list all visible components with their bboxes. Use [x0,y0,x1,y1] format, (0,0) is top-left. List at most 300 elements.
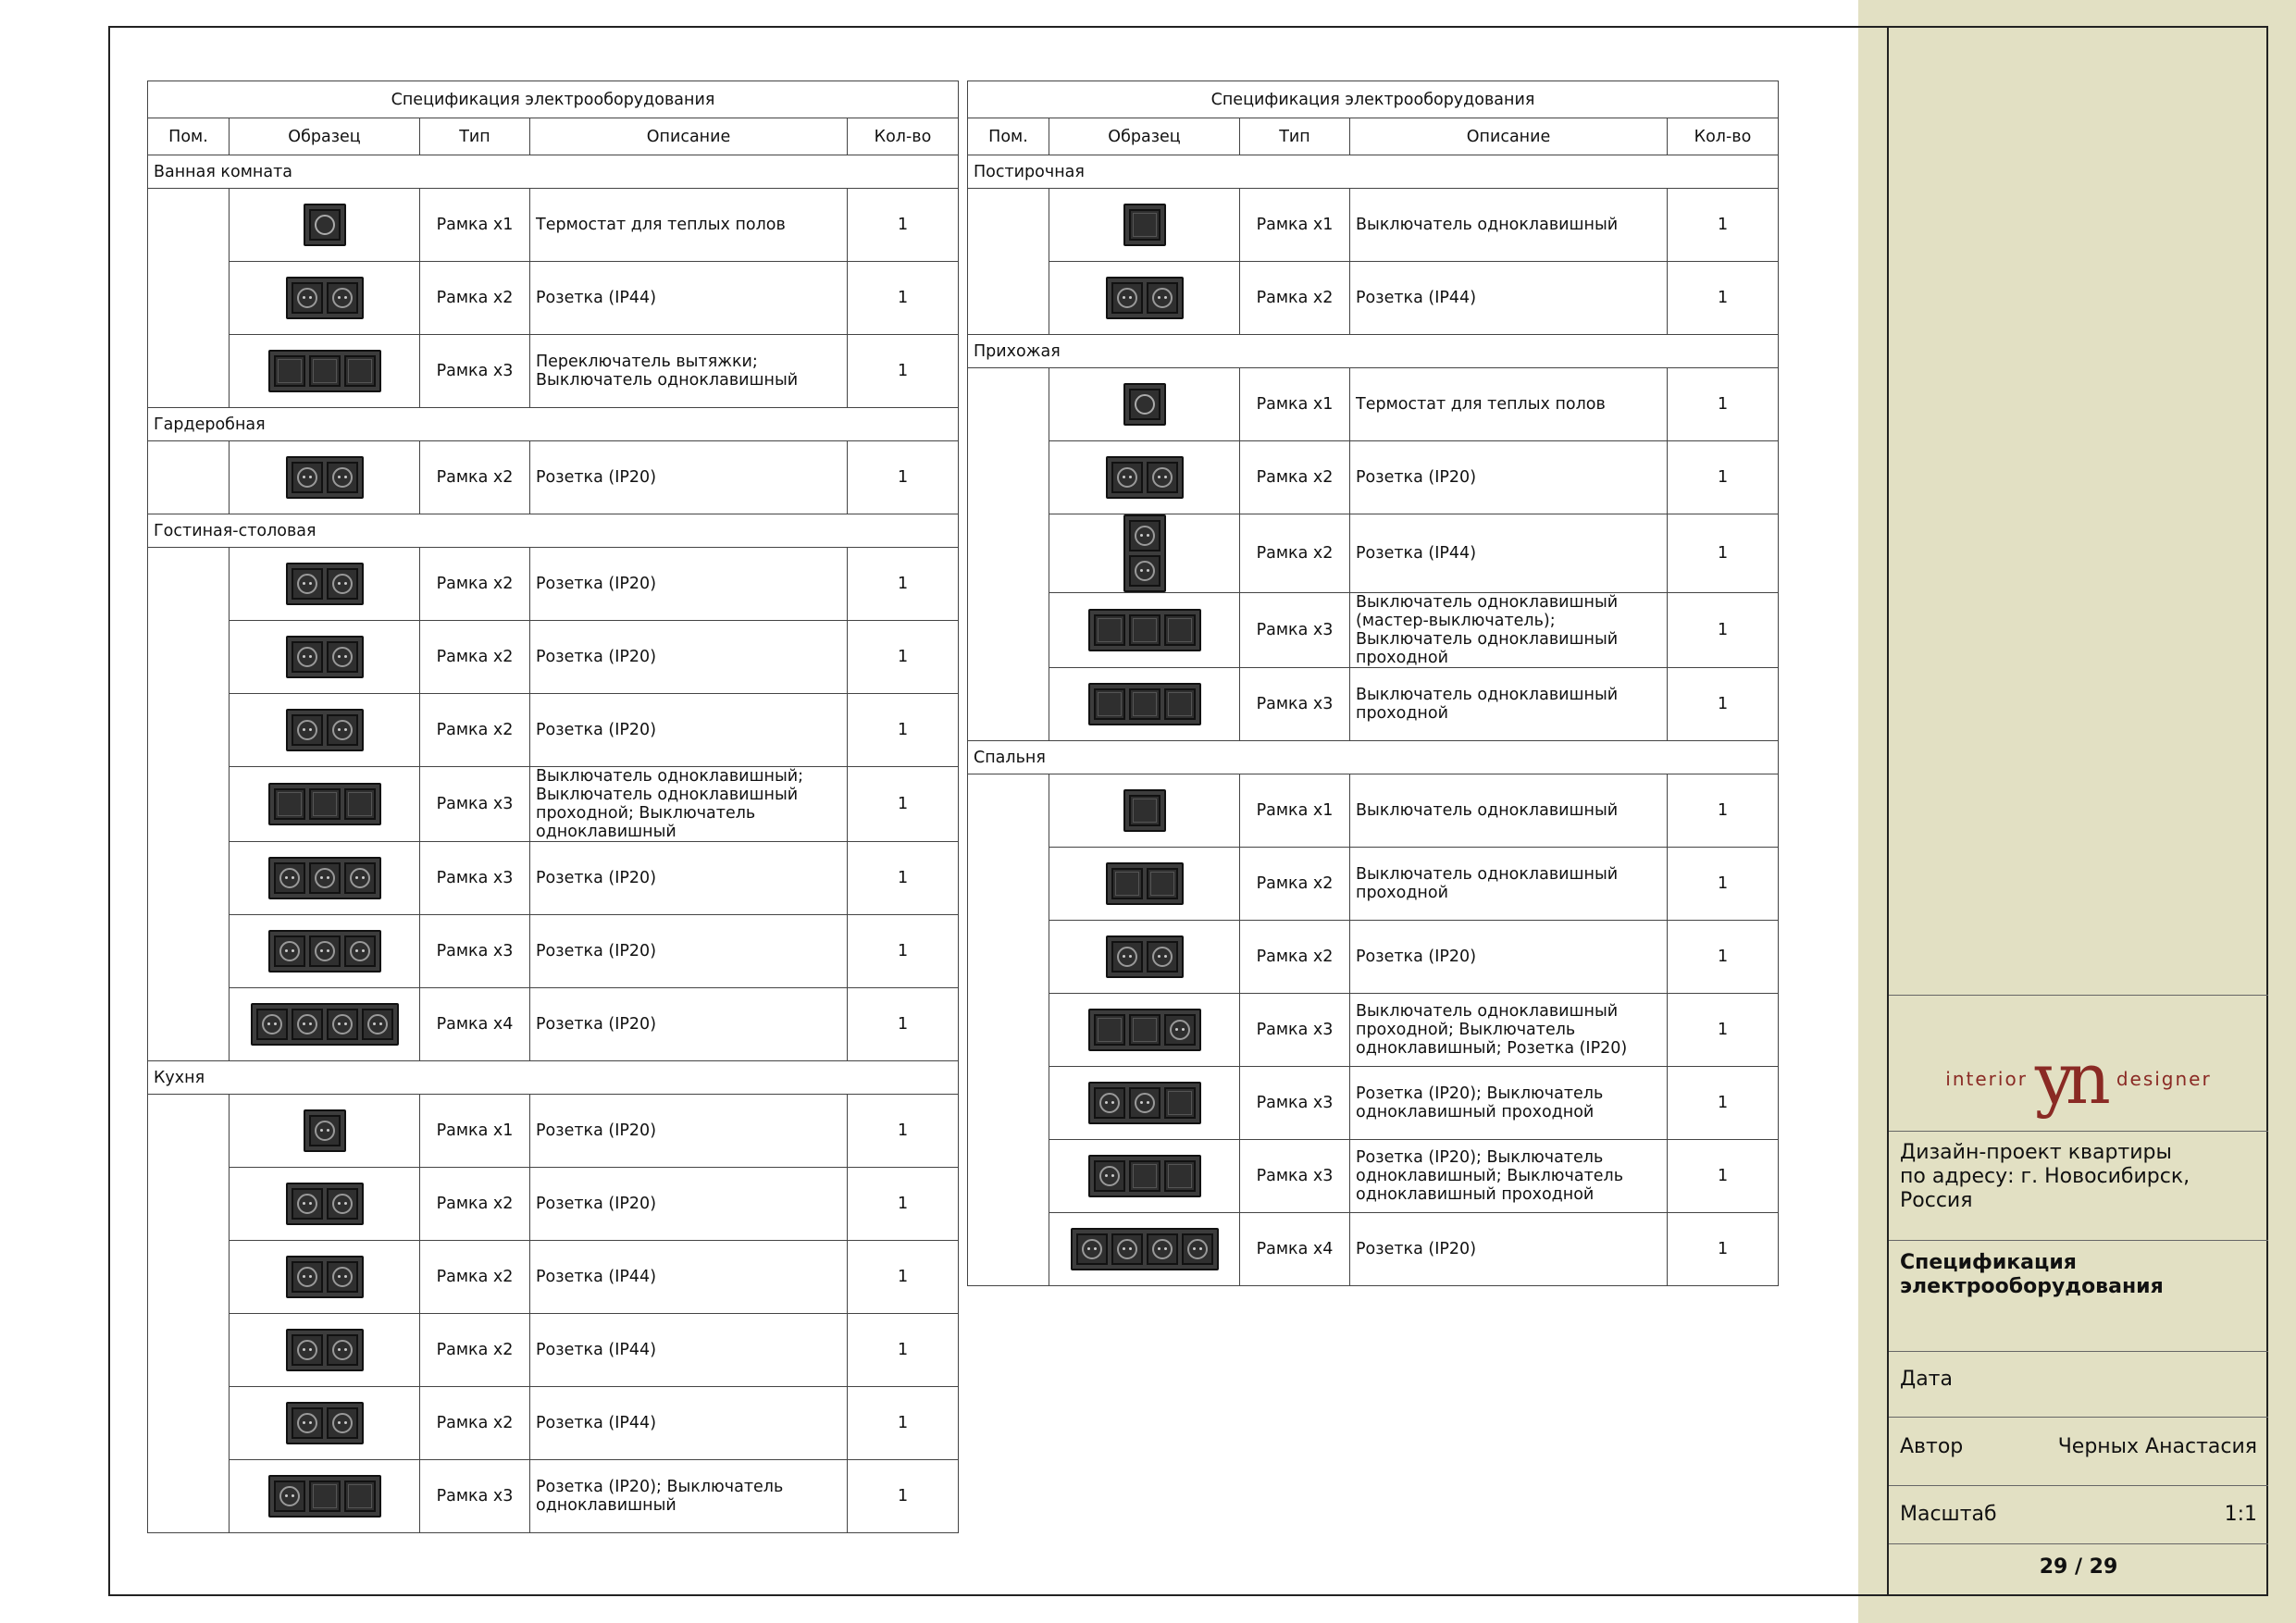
socket-module [1164,1014,1196,1046]
socket-icon [297,1267,317,1287]
divider [1889,1485,2268,1486]
table-row [148,842,959,915]
socket-icon [1082,1239,1102,1259]
description-cell: Розетка (IP44) [1350,262,1668,335]
room-name: Гардеробная [148,408,959,441]
sample-cell [1049,994,1240,1067]
divider [1889,1351,2268,1352]
quantity-cell: 1 [848,1460,959,1533]
sample-cell [230,767,420,842]
socket-icon [1152,1239,1173,1259]
table-row [968,514,1779,593]
sample-cell [1049,774,1240,848]
room-row [148,514,959,548]
socket-module [292,714,323,746]
thermostat-module [309,209,341,241]
socket-module [274,935,305,967]
quantity-cell: 1 [848,548,959,621]
table-row [968,668,1779,741]
quantity-cell: 1 [1668,1067,1779,1140]
socket-module [1094,1160,1125,1192]
description-cell: Розетка (IP20); Выключатель одноклавишный; Выключатель одноклавишный проходной [1350,1140,1668,1213]
quantity-cell: 1 [848,189,959,262]
switch-module [344,788,376,820]
socket-icon [332,1340,353,1360]
switch-icon [1150,872,1174,896]
table-row [148,189,959,262]
switch-icon [1133,1164,1157,1188]
description-cell: Выключатель одноклавишный (мастер-выключатель); Выключатель одноклавишный проходной [1350,593,1668,668]
switch-icon [1098,692,1122,716]
quantity-cell: 1 [848,262,959,335]
socket-module [327,1334,358,1366]
sample-cell [1049,189,1240,262]
date-label: Дата [1900,1368,1953,1391]
table-row [148,548,959,621]
switch-module [344,1481,376,1512]
room-name: Прихожая [968,335,1779,368]
quantity-cell: 1 [1668,668,1779,741]
type-cell: Рамка x1 [1240,774,1350,848]
type-cell: Рамка x1 [420,189,530,262]
sample-cell [230,621,420,694]
socket-icon [332,288,353,308]
device-frame-icon [286,709,364,751]
socket-icon [350,868,370,888]
type-cell: Рамка x1 [1240,368,1350,441]
description-cell: Термостат для теплых полов [530,189,848,262]
socket-icon [1099,1093,1120,1113]
type-cell: Рамка x3 [1240,1140,1350,1213]
description-cell: Выключатель одноклавишный проходной; Выключатель одноклавишный; Розетка (IP20) [1350,994,1668,1067]
project-address [1900,1141,2268,1213]
type-cell: Рамка x2 [420,441,530,514]
device-frame-icon [286,563,364,605]
room-name: Ванная комната [148,155,959,189]
logo-word-designer: designer [2116,1068,2212,1090]
table-title: Спецификация электрооборудования [148,81,959,118]
socket-module [274,862,305,894]
quantity-cell: 1 [1668,262,1779,335]
description-cell: Розетка (IP44) [530,1314,848,1387]
table-row [148,694,959,767]
device-frame-icon [286,456,364,499]
sample-cell [1049,514,1240,593]
device-frame-icon [1106,456,1184,499]
quantity-cell: 1 [848,842,959,915]
type-cell: Рамка x3 [1240,668,1350,741]
device-frame-icon [1088,1082,1201,1124]
switch-icon [1133,799,1157,823]
quantity-cell: 1 [848,621,959,694]
switch-icon [348,792,372,816]
socket-module [292,1407,323,1439]
quantity-cell: 1 [848,1095,959,1168]
type-cell: Рамка x4 [1240,1213,1350,1286]
description-cell: Розетка (IP20) [530,694,848,767]
description-cell: Розетка (IP20) [530,915,848,988]
table-row [968,921,1779,994]
switch-module [1164,1160,1196,1192]
socket-icon [1117,467,1137,488]
switch-icon [1133,213,1157,237]
socket-module [1129,555,1160,587]
thermostat-module [1129,389,1160,420]
switch-module [1164,614,1196,646]
table-header-row [968,118,1779,155]
column-header: Описание [530,118,848,155]
type-cell: Рамка x1 [420,1095,530,1168]
description-cell: Выключатель одноклавишный проходной [1350,668,1668,741]
room-row [148,408,959,441]
socket-module [327,1009,358,1040]
quantity-cell: 1 [1668,774,1779,848]
socket-icon [1170,1020,1190,1040]
switch-icon [1168,1091,1192,1115]
switch-module [1129,1160,1160,1192]
quantity-cell: 1 [1668,994,1779,1067]
title-block [1887,26,2268,1596]
project-line-2: по адресу: г. Новосибирск, Россия [1900,1165,2191,1212]
description-cell: Розетка (IP20); Выключатель одноклавишный [530,1460,848,1533]
quantity-cell: 1 [1668,514,1779,593]
type-cell: Рамка x3 [1240,994,1350,1067]
socket-icon [1135,1093,1155,1113]
socket-module [327,568,358,600]
socket-icon [279,1486,300,1506]
description-cell: Выключатель одноклавишный проходной [1350,848,1668,921]
socket-icon [1117,288,1137,308]
table-row [968,441,1779,514]
column-header: Образец [1049,118,1240,155]
switch-module [309,788,341,820]
type-cell: Рамка x3 [420,915,530,988]
socket-icon [1187,1239,1208,1259]
switch-module [1129,614,1160,646]
description-cell: Розетка (IP44) [530,262,848,335]
description-cell: Розетка (IP20) [530,842,848,915]
description-cell: Розетка (IP20); Выключатель одноклавишный проходной [1350,1067,1668,1140]
room-row [968,155,1779,189]
switch-icon [1168,692,1192,716]
type-cell: Рамка x3 [420,842,530,915]
socket-icon [297,720,317,740]
socket-module [292,1188,323,1220]
socket-icon [332,1413,353,1433]
socket-icon [297,1014,317,1035]
socket-icon [297,467,317,488]
table-row [148,1387,959,1460]
socket-module [1147,941,1178,973]
quantity-cell: 1 [848,988,959,1061]
device-frame-icon [268,783,381,825]
switch-module [309,1481,341,1512]
type-cell: Рамка x2 [420,621,530,694]
column-header: Образец [230,118,420,155]
table-row [968,368,1779,441]
switch-icon [1115,872,1139,896]
logo [1889,1037,2268,1120]
switch-icon [313,1484,337,1508]
type-cell: Рамка x3 [420,1460,530,1533]
description-cell: Розетка (IP20) [1350,1213,1668,1286]
switch-module [1111,868,1143,899]
divider [1889,995,2268,996]
socket-icon [332,574,353,594]
table-row [968,189,1779,262]
sample-cell [1049,921,1240,994]
switch-icon [278,359,302,383]
sheet-title-line-2: электрооборудования [1900,1275,2164,1298]
table-row [148,335,959,408]
description-cell: Розетка (IP20) [530,1168,848,1241]
socket-module [1147,1233,1178,1265]
socket-icon [315,941,335,961]
description-cell: Розетка (IP20) [530,1095,848,1168]
device-frame-icon [286,1329,364,1371]
socket-module [309,862,341,894]
room-cell [968,368,1049,741]
column-header: Пом. [148,118,230,155]
device-frame-icon [286,1256,364,1298]
socket-module [309,1115,341,1146]
socket-module [327,1261,358,1293]
socket-module [1111,1233,1143,1265]
switch-icon [1098,1018,1122,1042]
sample-cell [1049,262,1240,335]
type-cell: Рамка x3 [1240,1067,1350,1140]
sample-cell [1049,368,1240,441]
divider [1889,1240,2268,1241]
socket-icon [279,941,300,961]
sample-cell [230,1314,420,1387]
column-header: Тип [1240,118,1350,155]
type-cell: Рамка x4 [420,988,530,1061]
socket-module [1147,282,1178,314]
page-number: 29 / 29 [2039,1555,2118,1579]
room-cell [148,189,230,408]
switch-module [1129,688,1160,720]
device-frame-icon [286,277,364,319]
socket-icon [1099,1166,1120,1186]
description-cell: Выключатель одноклавишный [1350,774,1668,848]
description-cell: Розетка (IP44) [530,1387,848,1460]
switch-module [274,788,305,820]
switch-icon [1168,618,1192,642]
switch-module [1129,1014,1160,1046]
socket-module [327,1407,358,1439]
socket-module [327,641,358,673]
socket-module [309,935,341,967]
socket-icon [297,1413,317,1433]
socket-module [292,568,323,600]
socket-module [1076,1233,1108,1265]
socket-icon [297,647,317,667]
quantity-cell: 1 [1668,1213,1779,1286]
socket-module [1111,282,1143,314]
socket-module [292,1009,323,1040]
description-cell: Розетка (IP20) [1350,441,1668,514]
socket-icon [315,868,335,888]
quantity-cell: 1 [848,1314,959,1387]
table-row [968,1140,1779,1213]
spec-table-left [147,81,959,1533]
switch-module [309,355,341,387]
description-cell: Розетка (IP20) [530,988,848,1061]
scale-value: 1:1 [2224,1503,2257,1526]
description-cell: Выключатель одноклавишный [1350,189,1668,262]
sample-cell [230,189,420,262]
socket-module [292,462,323,493]
switch-module [274,355,305,387]
table-row [968,994,1779,1067]
switch-module [1094,614,1125,646]
quantity-cell: 1 [1668,848,1779,921]
socket-module [327,1188,358,1220]
room-name: Кухня [148,1061,959,1095]
column-header: Пом. [968,118,1049,155]
thermostat-icon [1135,394,1155,415]
device-frame-icon [286,1183,364,1225]
table-row [148,262,959,335]
divider [1889,1417,2268,1418]
table-title: Спецификация электрооборудования [968,81,1779,118]
socket-icon [332,647,353,667]
table-row [148,988,959,1061]
sample-cell [1049,1067,1240,1140]
switch-module [1129,209,1160,241]
room-cell [968,189,1049,335]
device-frame-icon [1088,1009,1201,1051]
socket-icon [1117,1239,1137,1259]
device-frame-icon [286,1402,364,1444]
column-header: Описание [1350,118,1668,155]
switch-module [1094,688,1125,720]
switch-icon [1133,1018,1157,1042]
socket-module [292,641,323,673]
socket-icon [1135,526,1155,546]
table-row [148,767,959,842]
device-frame-icon [268,1475,381,1518]
switch-icon [313,792,337,816]
quantity-cell: 1 [848,1241,959,1314]
socket-icon [297,288,317,308]
room-name: Гостиная-столовая [148,514,959,548]
socket-module [1129,1087,1160,1119]
sample-cell [1049,593,1240,668]
type-cell: Рамка x2 [420,548,530,621]
description-cell: Розетка (IP20) [1350,921,1668,994]
table-row [148,1241,959,1314]
table-row [148,1460,959,1533]
room-cell [968,774,1049,1286]
switch-icon [1098,618,1122,642]
socket-module [1129,520,1160,551]
device-frame-icon [1071,1228,1219,1270]
socket-icon [1117,947,1137,967]
room-cell [148,441,230,514]
sheet-title [1900,1251,2164,1299]
socket-module [344,935,376,967]
device-frame-icon [268,930,381,973]
socket-icon [332,1194,353,1214]
quantity-cell: 1 [848,915,959,988]
room-cell [148,1095,230,1533]
switch-icon [278,792,302,816]
room-row [968,741,1779,774]
socket-icon [332,467,353,488]
type-cell: Рамка x2 [420,262,530,335]
description-cell: Выключатель одноклавишный; Выключатель одноклавишный проходной; Выключатель одноклавишный [530,767,848,842]
device-frame-icon [1106,935,1184,978]
socket-icon [332,1014,353,1035]
socket-module [327,282,358,314]
quantity-cell: 1 [848,767,959,842]
room-row [148,1061,959,1095]
device-frame-icon [1106,862,1184,905]
type-cell: Рамка x2 [420,694,530,767]
socket-icon [367,1014,388,1035]
socket-module [256,1009,288,1040]
column-header: Кол-во [848,118,959,155]
column-header: Кол-во [1668,118,1779,155]
room-cell [148,548,230,1061]
socket-module [274,1481,305,1512]
socket-module [1111,941,1143,973]
quantity-cell: 1 [848,441,959,514]
sheet-title-line-1: Спецификация [1900,1251,2077,1274]
type-cell: Рамка x2 [420,1387,530,1460]
quantity-cell: 1 [1668,368,1779,441]
switch-icon [313,359,337,383]
device-frame-icon [251,1003,399,1046]
switch-module [1094,1014,1125,1046]
device-frame-icon [1123,383,1166,426]
socket-module [327,714,358,746]
socket-icon [1152,288,1173,308]
type-cell: Рамка x3 [420,767,530,842]
socket-icon [297,574,317,594]
table-row [148,915,959,988]
socket-icon [1152,947,1173,967]
type-cell: Рамка x2 [1240,262,1350,335]
switch-module [344,355,376,387]
type-cell: Рамка x2 [1240,441,1350,514]
socket-icon [350,941,370,961]
sample-cell [230,1095,420,1168]
socket-module [1182,1233,1213,1265]
device-frame-icon [304,1109,346,1152]
socket-module [362,1009,393,1040]
table-title-row [968,81,1779,118]
switch-module [1164,1087,1196,1119]
table-title-row [148,81,959,118]
device-frame-icon [1088,683,1201,725]
author-label: Автор [1900,1435,1964,1458]
divider [1889,1131,2268,1132]
type-cell: Рамка x3 [1240,593,1350,668]
table-row [968,593,1779,668]
device-frame-icon [1123,789,1166,832]
quantity-cell: 1 [1668,921,1779,994]
socket-module [1147,462,1178,493]
sample-cell [230,441,420,514]
type-cell: Рамка x2 [420,1168,530,1241]
device-frame-icon [1088,609,1201,651]
sample-cell [1049,1213,1240,1286]
description-cell: Розетка (IP44) [1350,514,1668,593]
quantity-cell: 1 [1668,189,1779,262]
